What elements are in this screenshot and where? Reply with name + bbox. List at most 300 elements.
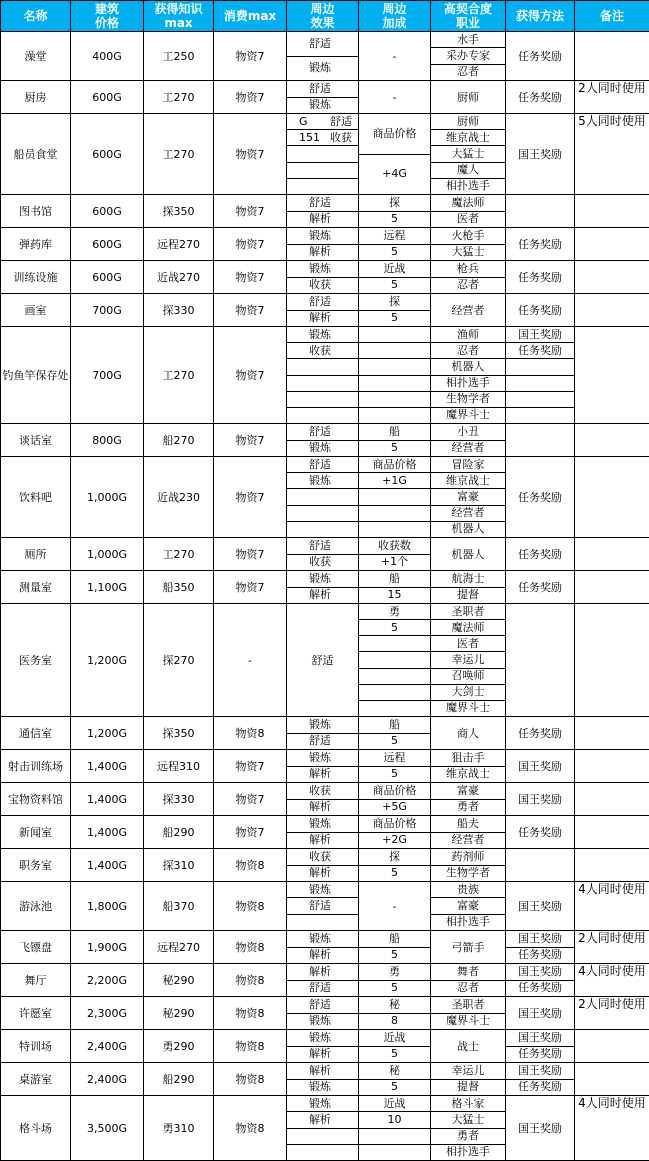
facility-jobs-line: 勇者 (431, 800, 505, 816)
facility-effect (287, 457, 359, 538)
facility-bonus (359, 604, 431, 717)
facility-bonus-line (359, 392, 430, 408)
table-row (1, 457, 649, 538)
facility-jobs-line: 魔法师 (431, 195, 505, 212)
facility-jobs-line: 忍者 (431, 65, 505, 80)
facility-knowledge: 秘290 (144, 964, 214, 997)
facility-bonus (359, 424, 431, 457)
facility-effect-line (287, 506, 358, 522)
facility-bonus-line (359, 359, 430, 375)
table-row (1, 327, 649, 424)
facility-cost: 物资7 (214, 114, 287, 195)
facility-name: 厕所 (1, 538, 71, 571)
table-row (1, 717, 649, 750)
facility-effect-line: 解析 (287, 964, 358, 981)
facility-bonus-line: 收获数 (359, 538, 430, 555)
facility-knowledge: 船270 (144, 424, 214, 457)
facility-effect-line (287, 359, 358, 375)
facility-effect (287, 997, 359, 1030)
facility-method: 国王奖励 (506, 750, 575, 783)
facility-bonus-line (359, 506, 430, 522)
facility-effect (287, 849, 359, 882)
facility-bonus-line: 远程 (359, 228, 430, 245)
facility-note-text: 4人同时使用 (575, 1096, 649, 1111)
facility-name: 测量室 (1, 571, 71, 604)
facility-bonus-line: 5 (359, 948, 430, 964)
table-row (1, 750, 649, 783)
facility-jobs (431, 1096, 506, 1161)
facility-bonus (359, 783, 431, 816)
header-price-text: 建筑 价格 (95, 2, 119, 30)
facility-name: 图书馆 (1, 195, 71, 228)
facility-jobs-line: 幸运儿 (431, 652, 505, 668)
facility-bonus-line: 5 (359, 311, 430, 327)
facility-bonus-line: 秘 (359, 1063, 430, 1080)
facility-price: 600G (71, 228, 144, 261)
facility-effect-line: 收获 (287, 278, 358, 294)
facility-effect (287, 750, 359, 783)
facility-name: 通信室 (1, 717, 71, 750)
facility-jobs: 厨师 (431, 81, 506, 114)
facility-jobs (431, 964, 506, 997)
facility-note (575, 931, 649, 964)
facility-note-text: 5人同时使用 (575, 114, 649, 129)
facility-jobs (431, 750, 506, 783)
facility-method-line (506, 359, 574, 375)
facility-effect (287, 327, 359, 424)
facility-name: 职务室 (1, 849, 71, 882)
header-jobs (431, 1, 506, 32)
facility-name: 钓鱼竿保存处 (1, 327, 71, 424)
facility-method-line: 任务奖励 (506, 981, 574, 997)
facility-cost: 物资7 (214, 228, 287, 261)
facility-jobs: 弓箭手 (431, 931, 506, 964)
facility-jobs-line: 医者 (431, 636, 505, 652)
facility-bonus-line: 5 (359, 620, 430, 636)
facility-knowledge: 船350 (144, 571, 214, 604)
facility-note (575, 717, 649, 750)
facility-jobs (431, 1063, 506, 1096)
facility-note-text: 4人同时使用 (575, 964, 649, 979)
facility-name: 许愿室 (1, 997, 71, 1030)
facility-effect-line: 收获 (287, 849, 358, 866)
facility-jobs-line: 大猛士 (431, 1112, 505, 1128)
table-row (1, 931, 649, 964)
facility-bonus-line (359, 669, 430, 685)
facility-note-text: 2人同时使用 (575, 997, 649, 1012)
facility-bonus-line: 远程 (359, 750, 430, 767)
facility-name: 船员食堂 (1, 114, 71, 195)
facility-effect (287, 717, 359, 750)
facility-effect-line: 舒适 (287, 981, 358, 997)
header-bonus (359, 1, 431, 32)
facility-method (506, 1030, 575, 1063)
facility-note (575, 604, 649, 717)
facility-bonus (359, 1030, 431, 1063)
facility-bonus: - (359, 882, 431, 931)
facility-jobs-line: 格斗家 (431, 1096, 505, 1112)
facility-knowledge: 探350 (144, 195, 214, 228)
facility-note (575, 783, 649, 816)
facility-method-line: 任务奖励 (506, 1080, 574, 1096)
facility-jobs-line: 采办专家 (431, 48, 505, 64)
facility-cost: 物资8 (214, 1030, 287, 1063)
facility-price: 1,400G (71, 849, 144, 882)
facility-method: 国王奖励 (506, 997, 575, 1030)
facility-bonus-line: +2G (359, 833, 430, 849)
table-row (1, 849, 649, 882)
facility-bonus-line (359, 489, 430, 505)
table-row (1, 81, 649, 114)
facility-bonus (359, 750, 431, 783)
header-method: 获得方法 (506, 1, 575, 32)
facility-price: 600G (71, 81, 144, 114)
facility-effect-line: 舒适 (287, 734, 358, 750)
facility-effect-line: 舒适 (287, 538, 358, 555)
facility-bonus-line: 勇 (359, 604, 430, 620)
facility-bonus-line: 商品价格 (359, 457, 430, 473)
facility-bonus-line (359, 376, 430, 392)
facility-method: 任务奖励 (506, 538, 575, 571)
facility-cost: 物资8 (214, 964, 287, 997)
facility-method: 任务奖励 (506, 294, 575, 327)
facility-note (575, 424, 649, 457)
facility-method-line (506, 392, 574, 408)
table-row (1, 571, 649, 604)
facility-jobs: 战士 (431, 1030, 506, 1063)
facility-name: 新闻室 (1, 816, 71, 849)
facility-method: 任务奖励 (506, 457, 575, 538)
facility-method (506, 424, 575, 457)
facility-effect-line: 锻炼 (287, 931, 358, 948)
facility-effect-line: 解析 (287, 245, 358, 261)
facility-effect-line: 舒适 (287, 294, 358, 311)
facility-bonus-line: 探 (359, 849, 430, 866)
facility-bonus-line: 近战 (359, 261, 430, 278)
facility-note (575, 750, 649, 783)
facility-note (575, 1063, 649, 1096)
facility-effect (287, 816, 359, 849)
facility-bonus-line (359, 1145, 430, 1160)
facility-effect-line: 解析 (287, 948, 358, 964)
facility-jobs (431, 457, 506, 538)
facility-effect (287, 783, 359, 816)
facility-effect-line: 舒适 (287, 32, 358, 57)
facility-effect-line (287, 376, 358, 392)
facility-jobs (431, 816, 506, 849)
facility-effect-line: 锻炼 (287, 816, 358, 833)
table-row (1, 228, 649, 261)
facility-jobs (431, 783, 506, 816)
facility-price: 1,200G (71, 604, 144, 717)
facility-jobs: 经营者 (431, 294, 506, 327)
facility-bonus (359, 816, 431, 849)
facility-effect (287, 81, 359, 114)
facility-note-text: 2人同时使用 (575, 931, 649, 946)
effect-label: 舒适 (330, 116, 352, 128)
facility-method-line: 国王奖励 (506, 964, 574, 981)
facility-jobs (431, 195, 506, 228)
header-cost: 消费max (214, 1, 287, 32)
facility-bonus (359, 538, 431, 571)
facility-bonus-line: 5 (359, 245, 430, 261)
facility-effect-line: 舒适 (287, 81, 358, 98)
facility-note (575, 195, 649, 228)
facility-method-line (506, 408, 574, 423)
facility-method: 任务奖励 (506, 228, 575, 261)
facility-knowledge: 勇290 (144, 1030, 214, 1063)
header-effect (287, 1, 359, 32)
facility-bonus-line: +4G (359, 155, 430, 195)
facility-method: 任务奖励 (506, 32, 575, 81)
facility-jobs-line: 大猛士 (431, 146, 505, 162)
facility-effect-line: 收获 (287, 343, 358, 359)
facility-knowledge: 工270 (144, 114, 214, 195)
header-row (1, 1, 649, 32)
facility-knowledge: 近战230 (144, 457, 214, 538)
facility-jobs-line: 魔界斗士 (431, 408, 505, 423)
facility-effect-line: 锻炼 (287, 57, 358, 81)
facility-cost: 物资7 (214, 783, 287, 816)
facility-cost: - (214, 604, 287, 717)
facility-jobs-line: 小丑 (431, 424, 505, 441)
facility-name: 画室 (1, 294, 71, 327)
facility-effect-line (287, 408, 358, 423)
facility-effect (287, 1096, 359, 1161)
facility-jobs: 机器人 (431, 538, 506, 571)
facility-name: 射击训练场 (1, 750, 71, 783)
facility-jobs-line: 魔界斗士 (431, 701, 505, 716)
facility-jobs-line: 火枪手 (431, 228, 505, 245)
facility-cost: 物资8 (214, 1063, 287, 1096)
facility-jobs-line: 贵族 (431, 882, 505, 898)
facility-bonus (359, 261, 431, 294)
facility-knowledge: 工270 (144, 538, 214, 571)
facility-bonus-line: 秘 (359, 997, 430, 1014)
facility-effect-line: 锻炼 (287, 98, 358, 114)
facility-bonus-line: 10 (359, 1112, 430, 1128)
facility-method-line: 国王奖励 (506, 1030, 574, 1047)
facility-bonus: - (359, 81, 431, 114)
table-row (1, 604, 649, 717)
facility-jobs-line: 维京战士 (431, 767, 505, 783)
facility-bonus-line: 5 (359, 866, 430, 882)
facility-jobs-line: 相扑选手 (431, 915, 505, 930)
facility-bonus (359, 964, 431, 997)
facility-jobs-line: 圣职者 (431, 604, 505, 620)
facility-effect (287, 114, 359, 195)
facility-method: 国王奖励 (506, 783, 575, 816)
facility-effect-line: 锻炼 (287, 441, 358, 457)
table-row (1, 195, 649, 228)
facility-effect-line (287, 392, 358, 408)
facility-cost: 物资7 (214, 571, 287, 604)
facility-jobs-line: 厨师 (431, 114, 505, 130)
facility-method: 国王奖励 (506, 1096, 575, 1161)
facility-bonus-line: +5G (359, 800, 430, 816)
facility-note-text: 2人同时使用 (575, 81, 649, 96)
facility-effect-line: 舒适 (287, 424, 358, 441)
facility-jobs-line: 经营者 (431, 441, 505, 457)
facility-effect-line: 锻炼 (287, 228, 358, 245)
facility-bonus (359, 1063, 431, 1096)
facility-bonus-line: 勇 (359, 964, 430, 981)
facility-effect-line: 锻炼 (287, 1030, 358, 1047)
facility-note (575, 294, 649, 327)
facility-jobs-line: 魔界斗士 (431, 1014, 505, 1030)
facility-method-line: 任务奖励 (506, 343, 574, 359)
facility-effect-line (287, 130, 358, 146)
facility-cost: 物资7 (214, 816, 287, 849)
header-name: 名称 (1, 1, 71, 32)
header-price (71, 1, 144, 32)
facility-method-line: 国王奖励 (506, 327, 574, 343)
facility-note (575, 261, 649, 294)
facility-cost: 物资8 (214, 997, 287, 1030)
facility-jobs-line: 相扑选手 (431, 1145, 505, 1160)
effect-value: G (299, 116, 308, 128)
facility-knowledge: 工250 (144, 32, 214, 81)
facility-effect-line: 解析 (287, 311, 358, 327)
facility-price: 2,300G (71, 997, 144, 1030)
facility-effect-line (287, 522, 358, 537)
table-row (1, 32, 649, 81)
facility-jobs-line: 提督 (431, 1080, 505, 1096)
facility-price: 3,500G (71, 1096, 144, 1161)
facility-bonus-line (359, 685, 430, 701)
facility-effect (287, 195, 359, 228)
facility-method (506, 195, 575, 228)
facility-bonus-line (359, 701, 430, 716)
facility-jobs (431, 261, 506, 294)
table-row (1, 1030, 649, 1063)
facility-knowledge: 探350 (144, 717, 214, 750)
facility-bonus-line (359, 652, 430, 668)
facility-bonus (359, 195, 431, 228)
facility-knowledge: 远程310 (144, 750, 214, 783)
facility-effect-line: 解析 (287, 833, 358, 849)
facility-jobs-line: 忍者 (431, 981, 505, 997)
facility-price: 600G (71, 114, 144, 195)
facility-name: 弹药库 (1, 228, 71, 261)
facility-effect: 舒适 (287, 604, 359, 717)
facility-note (575, 964, 649, 997)
table-row (1, 1096, 649, 1161)
facility-knowledge: 远程270 (144, 931, 214, 964)
facility-jobs (431, 114, 506, 195)
facility-bonus-line: 船 (359, 571, 430, 588)
facility-note (575, 32, 649, 81)
facility-note (575, 882, 649, 931)
facility-bonus-line: 探 (359, 294, 430, 311)
facility-jobs-line: 富豪 (431, 489, 505, 505)
facility-knowledge: 船370 (144, 882, 214, 931)
facility-bonus (359, 327, 431, 424)
facility-name: 饮料吧 (1, 457, 71, 538)
facility-jobs-line: 忍者 (431, 343, 505, 359)
table-row (1, 424, 649, 457)
facility-effect (287, 424, 359, 457)
facility-bonus (359, 114, 431, 195)
facility-jobs-line: 幸运儿 (431, 1063, 505, 1080)
effect-value: 151 (299, 132, 320, 144)
header-note: 备注 (575, 1, 649, 32)
facility-cost: 物资7 (214, 261, 287, 294)
facility-name: 格斗场 (1, 1096, 71, 1161)
facility-effect-line: 收获 (287, 555, 358, 571)
facility-effect-line (287, 179, 358, 194)
facility-cost: 物资7 (214, 457, 287, 538)
facility-bonus-line: 商品价格 (359, 816, 430, 833)
facility-knowledge: 工270 (144, 81, 214, 114)
facility-name: 游泳池 (1, 882, 71, 931)
facility-method: 任务奖励 (506, 81, 575, 114)
facility-effect-line: 锻炼 (287, 1096, 358, 1112)
facility-jobs-line: 水手 (431, 32, 505, 48)
facility-jobs-line: 枪兵 (431, 261, 505, 278)
facility-effect-line: 解析 (287, 588, 358, 604)
facility-note (575, 457, 649, 538)
facility-bonus-line: 船 (359, 717, 430, 734)
facility-cost: 物资7 (214, 294, 287, 327)
facility-cost: 物资8 (214, 849, 287, 882)
header-effect-text: 周边 效果 (310, 2, 334, 30)
facility-jobs-line: 维京战士 (431, 473, 505, 489)
facility-effect-line: 锻炼 (287, 327, 358, 343)
facility-effect-line (287, 163, 358, 179)
facility-cost: 物资8 (214, 717, 287, 750)
facility-jobs (431, 604, 506, 717)
facility-price: 700G (71, 294, 144, 327)
facility-jobs-line: 魔人 (431, 163, 505, 179)
table-row (1, 964, 649, 997)
facility-jobs (431, 997, 506, 1030)
facility-method-line: 任务奖励 (506, 948, 574, 964)
facility-jobs-line: 召唤师 (431, 669, 505, 685)
facility-effect (287, 1030, 359, 1063)
facility-jobs (431, 849, 506, 882)
facility-jobs-line: 船夫 (431, 816, 505, 833)
facility-method (506, 327, 575, 424)
facility-method (506, 1063, 575, 1096)
facility-jobs-line: 生物学者 (431, 392, 505, 408)
facility-cost: 物资7 (214, 195, 287, 228)
facility-note-text: 4人同时使用 (575, 882, 649, 897)
facility-bonus-line (359, 343, 430, 359)
facility-bonus-line: 近战 (359, 1030, 430, 1047)
facility-price: 1,900G (71, 931, 144, 964)
table-row (1, 783, 649, 816)
facility-cost: 物资8 (214, 882, 287, 931)
facility-cost: 物资8 (214, 1096, 287, 1161)
facility-name: 舞厅 (1, 964, 71, 997)
facility-name: 训练设施 (1, 261, 71, 294)
facility-bonus (359, 931, 431, 964)
facility-effect-line (287, 114, 358, 130)
facility-effect-line: 锻炼 (287, 750, 358, 767)
facility-jobs-line: 舞者 (431, 964, 505, 981)
table-row (1, 1063, 649, 1096)
facility-jobs (431, 882, 506, 931)
facility-effect-line: 锻炼 (287, 1080, 358, 1096)
facility-price: 600G (71, 195, 144, 228)
facility-effect (287, 261, 359, 294)
facility-effect-line (287, 489, 358, 505)
facility-jobs-line: 相扑选手 (431, 376, 505, 392)
facility-bonus (359, 457, 431, 538)
facility-bonus-line: 5 (359, 212, 430, 228)
facility-bonus-line: 近战 (359, 1096, 430, 1112)
